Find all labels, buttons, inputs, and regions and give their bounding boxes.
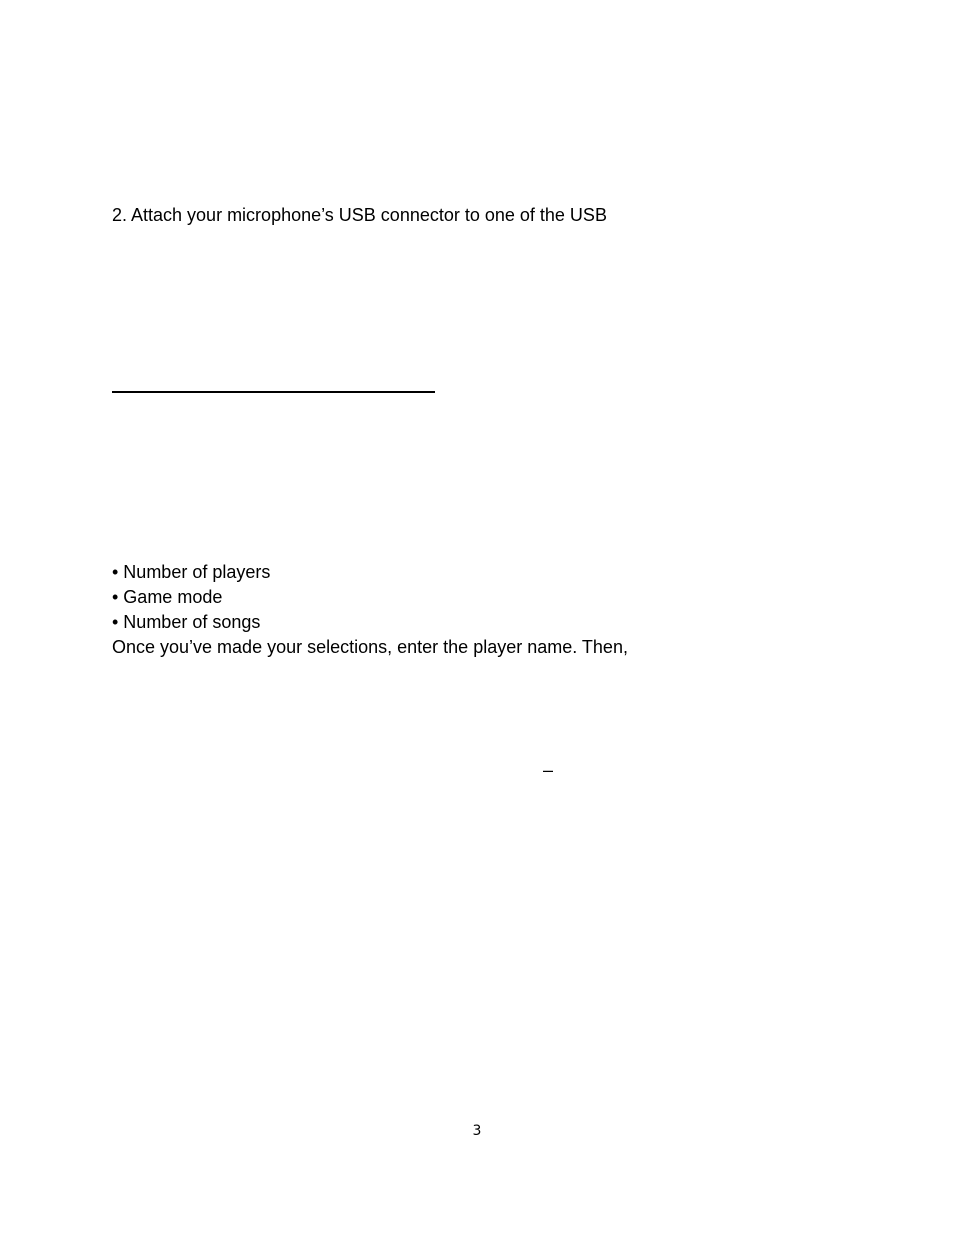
dash-fragment: – (543, 760, 554, 780)
option-game-mode: • Game mode (112, 587, 223, 607)
option-number-of-players: • Number of players (112, 562, 271, 582)
page-number: 3 (472, 1123, 482, 1139)
step-2-text: 2. Attach your microphone’s USB connector to one of the USB (112, 205, 607, 225)
horizontal-rule (112, 391, 435, 393)
option-number-of-songs: • Number of songs (112, 612, 261, 632)
selections-instruction: Once you’ve made your selections, enter the player name. Then, (112, 637, 628, 657)
